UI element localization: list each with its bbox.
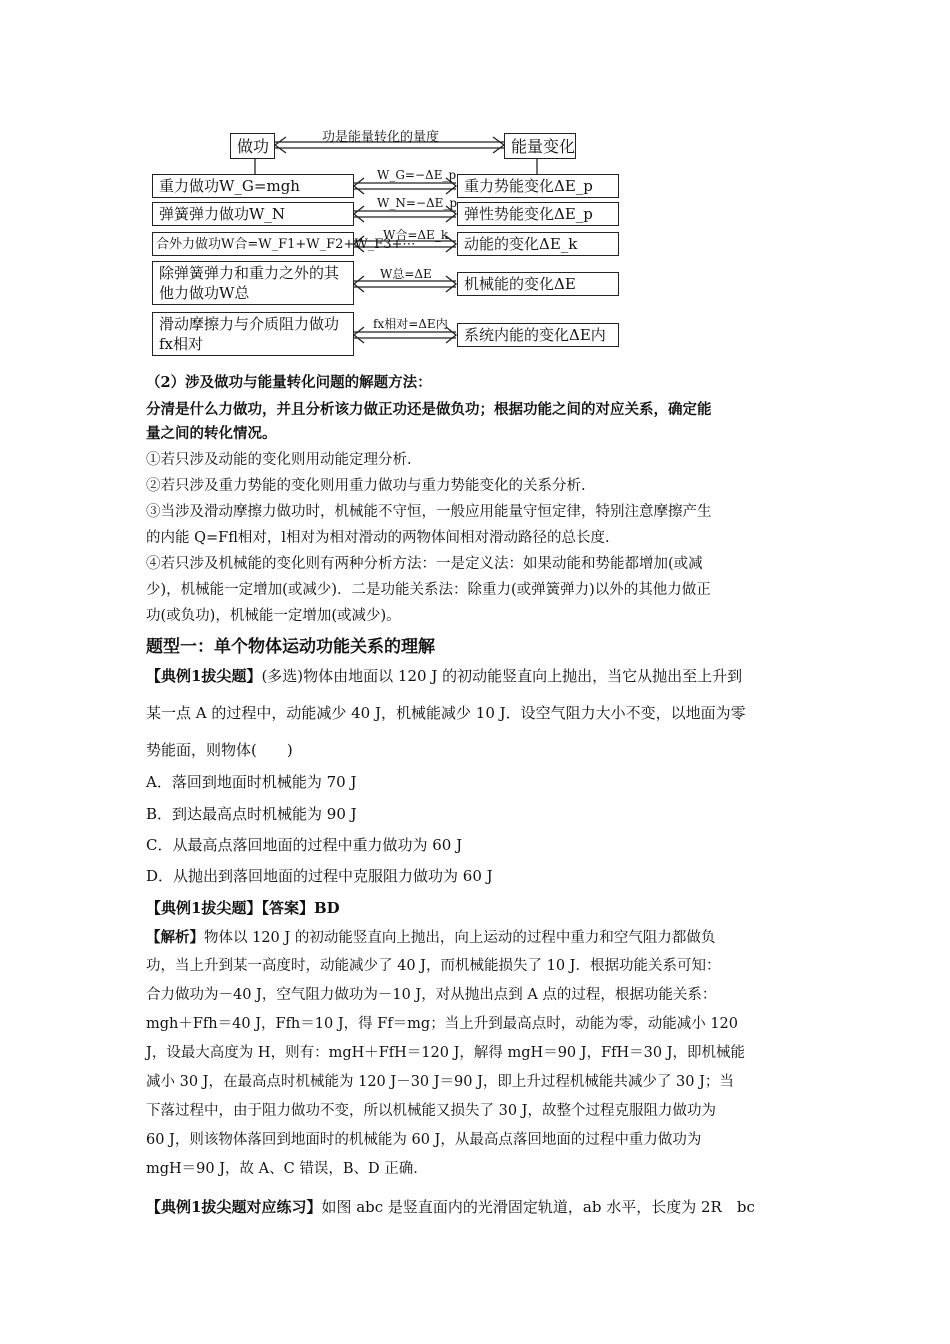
analysis-line: mgH＝90 J，故 A、C 错误，B、D 正确．: [146, 1161, 428, 1177]
relation-net-force: W合=ΔE_k: [383, 228, 449, 242]
option-d: D．从抛出到落回地面的过程中克服阻力做功为 60 J: [146, 867, 493, 885]
analysis-line: 合力做功为－40 J，空气阻力做功为－10 J，对从抛出点到 A 点的过程，根据功能关系：: [146, 987, 717, 1003]
method-line: 分清是什么力做功，并且分析该力做正功还是做负功；根据功能之间的对应关系，确定能: [146, 401, 712, 418]
left-box-friction: 滑动摩擦力与介质阻力做功fx相对: [152, 312, 354, 356]
relation-friction: fx相对=ΔE内: [373, 317, 448, 331]
analysis-line: J，设最大高度为 H，则有：mgH＋FfH＝120 J，解得 mgH＝90 J，FfH＝30 J，即机械能: [146, 1045, 746, 1061]
example-line-3: 势能面，则物体( ): [146, 741, 293, 759]
example-line-2: 某一点 A 的过程中，动能减少 40 J，机械能减少 10 J．设空气阻力大小不变，以地面为零: [146, 704, 746, 722]
right-box-kinetic: 动能的变化ΔE_k: [457, 232, 619, 256]
method-line: 量之间的转化情况。: [146, 425, 277, 442]
work-box: 做功: [230, 133, 275, 159]
right-box-spring: 弹性势能变化ΔE_p: [457, 202, 619, 226]
answer-value: BD: [313, 899, 340, 917]
left-box-spring: 弹簧弹力做功W_N: [152, 202, 354, 226]
method-line: 少)，机械能一定增加(或减少)．二是功能关系法：除重力(或弹簧弹力)以外的其他力做正: [146, 582, 711, 598]
analysis-line: 下落过程中，由于阻力做功不变，所以机械能又损失了 30 J，故整个过程克服阻力做功为: [146, 1103, 716, 1119]
relation-other-forces: W总=ΔE: [380, 267, 432, 281]
example-tag: 【典例1拔尖题】: [146, 667, 262, 685]
analysis-line: 【解析】物体以 120 J 的初动能竖直向上抛出，向上运动的过程中重力和空气阻力都做负: [146, 929, 716, 946]
method-line: ②若只涉及重力势能的变化则用重力做功与重力势能变化的关系分析.: [146, 478, 586, 494]
left-box-gravity: 重力做功W_G=mgh: [152, 174, 354, 198]
method-line: 功(或负功)，机械能一定增加(或减少)。: [146, 608, 401, 624]
answer-label: 【典例1拔尖题】【答案】: [146, 899, 314, 917]
left-box-other-forces: 除弹簧弹力和重力之外的其他力做功W总: [152, 261, 354, 305]
right-box-gravity: 重力势能变化ΔE_p: [457, 174, 619, 198]
example-text: (多选)物体由地面以 120 J 的初动能竖直向上抛出，当它从抛出至上升到: [261, 667, 743, 685]
right-box-mechanical: 机械能的变化ΔE: [457, 272, 619, 296]
method-line: ③当涉及滑动摩擦力做功时，机械能不守恒，一般应用能量守恒定律，特别注意摩擦产生: [146, 504, 712, 520]
left-box-net-force: 合外力做功W合=W_F1+W_F2+W_F3+⋯: [152, 232, 354, 256]
top-relation-label: 功是能量转化的量度: [322, 130, 440, 145]
analysis-line: 减小 30 J，在最高点时机械能为 120 J－30 J＝90 J，即上升过程机械能共减少了 30 J；当: [146, 1074, 734, 1090]
option-a: A．落回到地面时机械能为 70 J: [146, 773, 357, 791]
analysis-line: 60 J，则该物体落回到地面时的机械能为 60 J，从最高点落回地面的过程中重力做功为: [146, 1132, 702, 1148]
option-c: C．从最高点落回地面的过程中重力做功为 60 J: [146, 836, 463, 854]
analysis-line: mgh＋Ffh＝40 J，Ffh＝10 J，得 Ff＝mg；当上升到最高点时，动能为零，动能减小 120: [146, 1016, 738, 1032]
relation-gravity: W_G=−ΔE_p: [377, 168, 457, 182]
method-heading: （2）涉及做功与能量转化问题的解题方法：: [146, 374, 432, 391]
energy-change-box: 能量变化: [504, 133, 576, 159]
analysis-line: 功，当上升到某一高度时，动能减少了 40 J，而机械能损失了 10 J．根据功能关系可知：: [146, 958, 721, 974]
practice-text: 如图 abc 是竖直面内的光滑固定轨道，ab 水平，长度为 2R bc: [321, 1198, 755, 1216]
example-line-1: [146, 660, 810, 693]
method-line: ①若只涉及动能的变化则用动能定理分析.: [146, 452, 412, 468]
right-box-internal: 系统内能的变化ΔE内: [457, 323, 619, 347]
relation-spring: W_N=−ΔE_p: [377, 196, 458, 210]
practice-line: [146, 1193, 810, 1222]
analysis-tag: 【解析】: [146, 929, 204, 946]
practice-tag: 【典例1拔尖题对应练习】: [146, 1198, 322, 1216]
method-line: 的内能 Q=Ffl相对，l相对为相对滑动的两物体间相对滑动路径的总长度.: [146, 530, 610, 546]
section-title: 题型一：单个物体运动功能关系的理解: [146, 637, 435, 657]
answer-line: [146, 892, 810, 925]
option-b: B．到达最高点时机械能为 90 J: [146, 805, 357, 823]
method-line: ④若只涉及机械能的变化则有两种分析方法：一是定义法：如果动能和势能都增加(或减: [146, 556, 703, 572]
